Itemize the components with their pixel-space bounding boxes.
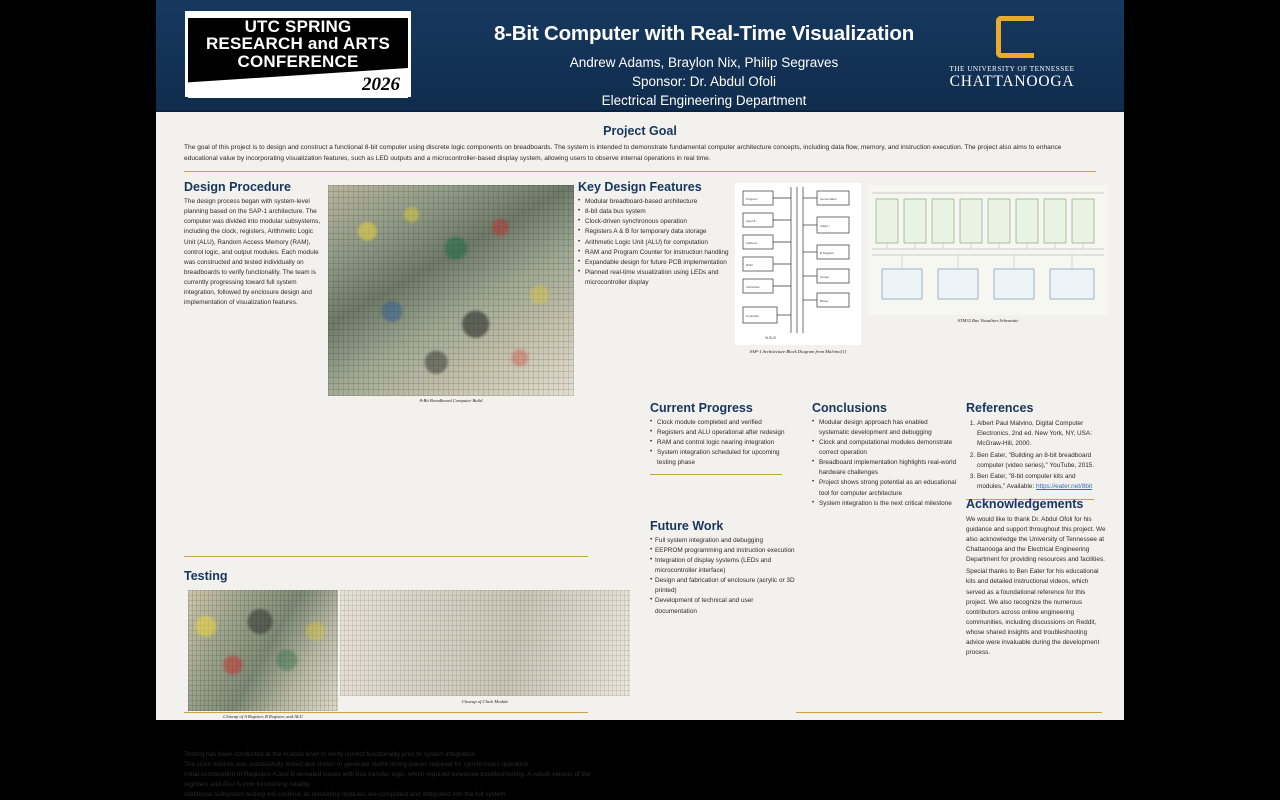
svg-text:RAM: RAM <box>746 263 753 268</box>
clock-photo-figure <box>340 590 630 704</box>
testing-section <box>184 570 624 800</box>
current-progress-list <box>650 418 796 469</box>
testing-line: Testing has been conducted at the module level to verify correct functionality prior to system integration. <box>184 750 478 758</box>
list-item: • Modular design approach has enabled systematic development and debugging <box>812 418 957 438</box>
university-name: CHATTANOOGA <box>949 73 1075 90</box>
list-item: • EEPROM programming and instruction execution <box>650 546 796 556</box>
reference-text: Ben Eater, "8-bit computer kits and modules," Available: <box>977 473 1076 491</box>
svg-text:Output: Output <box>820 275 830 280</box>
future-work-title: Future Work <box>650 519 724 533</box>
university-logo <box>922 16 1102 91</box>
poster-body <box>156 124 1124 799</box>
testing-line: The clock module was successfully tested and shown to generate stable timing pulses required for synchronous operation. <box>184 760 530 768</box>
future-work-section <box>650 520 796 617</box>
project-goal-title: Project Goal <box>603 124 677 138</box>
authors: Andrew Adams, Braylon Nix, Philip Segraves <box>569 55 839 70</box>
sap1-block-diagram <box>735 183 861 345</box>
list-item: • 8-bit data bus system <box>578 207 730 217</box>
reference-item: 2. Ben Eater, "Building an 8-bit breadboard computer (video series)," YouTube, 2015. <box>977 451 1104 471</box>
design-procedure-text: The design process began with system-level planning based on the SAP-1 architecture. The computer was divided into modular subsystems, including the clock, registers, Arithmetic Logic Unit (ALU), Random Access Memory (RAM), control logic, and output modules. Each module was constructed and tested individually on breadboards to verify functionality. The team is currently progressing toward full system integration, followed by enclosure design and implementation of visualization features. <box>184 198 321 307</box>
schematic-svg <box>868 185 1108 315</box>
svg-text:W BUS: W BUS <box>765 336 777 341</box>
list-item: • Arithmetic Logic Unit (ALU) for computation <box>578 238 730 248</box>
testing-line: Initial construction of Registers A and B revealed issues with bus transfer logic, which required extensive troubleshooting. A rebuilt version of the registers and ALU is now functioning reliably. <box>184 770 591 789</box>
references-title: References <box>966 401 1034 415</box>
list-item: • Clock module completed and verified <box>650 418 796 428</box>
current-progress-section <box>650 402 796 475</box>
testing-title: Testing <box>184 569 228 583</box>
registers-photo <box>188 590 338 711</box>
list-item: • Integration of display systems (LEDs and microcontroller interface) <box>650 556 796 576</box>
svg-text:Input &: Input & <box>746 219 756 224</box>
svg-text:Address: Address <box>746 241 758 246</box>
acknowledgements-paragraph: We would like to thank Dr. Abdul Ofoli for his guidance and support throughout this project. We also acknowledge the University of Tennessee at Chattanooga and the Electrical Engineering Department for providing resources and facilities. <box>966 515 1106 564</box>
registers-photo-caption: Closeup of A Register, B Register, and ALU <box>223 713 303 719</box>
list-item: • Full system integration and debugging <box>650 536 796 546</box>
list-item: • System integration is the next critical milestone <box>812 499 957 509</box>
svg-text:Adder /: Adder / <box>820 224 830 229</box>
divider <box>650 474 782 475</box>
acknowledgements-paragraph: Special thanks to Ben Eater for his educational kits and detailed instructional videos, which served as a foundational reference for this project. We also recognize the numerous contributors across online engineering communities, including discussions on Reddit, whose shared insights and troubleshooting advice were invaluable during the development process. <box>966 568 1100 657</box>
conference-logo-line3: CONFERENCE <box>237 51 359 71</box>
reference-item <box>977 472 1104 492</box>
poster-header <box>156 0 1124 112</box>
design-procedure-title: Design Procedure <box>184 180 291 195</box>
conclusions-section <box>812 402 957 509</box>
build-photo-caption: 8-Bit Breadboard Computer Build <box>419 398 483 404</box>
schematic-caption: STM32 Bus Visualizer Schematic <box>957 318 1019 324</box>
list-item: • Registers and ALU operational after redesign <box>650 428 796 438</box>
svg-text:Program: Program <box>746 197 758 202</box>
clock-photo <box>340 590 630 696</box>
svg-text:Binary: Binary <box>820 299 829 304</box>
sponsor: Sponsor: Dr. Abdul Ofoli <box>631 74 777 90</box>
divider <box>184 556 588 557</box>
project-goal-text: The goal of this project is to design and construct a functional 8-bit computer using discrete logic components on breadboards. The system is intended to demonstrate fundamental computer architecture concepts, including data flow, memory, and instruction execution. The project also aims to enhance educational value by incorporating visualization features, such as LED outputs and a microcontroller-based display system, allowing users to observe internal operations in real time. <box>184 144 1062 162</box>
testing-text <box>184 750 614 800</box>
list-item: • Development of technical and user documentation <box>650 596 796 616</box>
build-photo-figure <box>328 185 574 403</box>
list-item: • Clock and computational modules demonstrate correct operation <box>812 438 957 458</box>
page-title: 8-Bit Computer with Real-Time Visualization <box>493 22 915 45</box>
references-section <box>966 402 1104 500</box>
acknowledgements-section <box>966 498 1106 660</box>
block-diagram-figure <box>735 183 861 354</box>
conference-poster <box>156 0 1124 799</box>
conference-logo <box>185 11 411 97</box>
divider <box>184 171 1096 172</box>
clock-photo-caption: Closeup of Clock Module <box>461 698 509 704</box>
key-design-features-title: Key Design Features <box>578 180 702 195</box>
testing-line: Additional subsystem testing will continue as remaining modules are completed and integrated into the full system. <box>184 791 508 799</box>
key-design-features-list <box>578 197 730 288</box>
svg-text:Accumulator: Accumulator <box>820 197 837 202</box>
conference-logo-line2: RESEARCH and ARTS <box>205 34 391 54</box>
reference-link[interactable]: https://eater.net/8bit <box>1036 483 1093 491</box>
list-item: • Breadboard implementation highlights real-world hardware challenges <box>812 458 957 478</box>
conclusions-title: Conclusions <box>812 401 888 415</box>
registers-photo-figure <box>188 590 338 719</box>
conference-logo-line1: UTC SPRING <box>244 17 352 36</box>
list-item: • Clock-driven synchronous operation <box>578 217 730 227</box>
poster-title-block <box>424 22 984 110</box>
key-design-features-section <box>578 181 730 288</box>
list-item: • RAM and Program Counter for instruction handling <box>578 248 730 258</box>
stm32-bus-visualizer-schematic <box>868 185 1108 315</box>
conclusions-list <box>812 418 957 509</box>
sap1-block-diagram-svg <box>735 183 861 345</box>
list-item: • Modular breadboard-based architecture <box>578 197 730 207</box>
university-subtitle: THE UNIVERSITY OF TENNESSEE <box>949 65 1075 73</box>
current-progress-title: Current Progress <box>650 401 753 415</box>
block-diagram-caption: SAP-1 Architecture Block Diagram from Malvino[1] <box>749 349 847 355</box>
svg-text:Instruction: Instruction <box>746 285 760 290</box>
list-item: • Planned real-time visualization using LEDs and microcontroller display <box>578 268 730 288</box>
divider <box>796 712 1102 713</box>
acknowledgements-title: Acknowledgements <box>966 497 1084 511</box>
schematic-figure <box>868 185 1108 323</box>
svg-text:Controller: Controller <box>746 314 760 319</box>
list-item: • Registers A & B for temporary data storage <box>578 227 730 237</box>
list-item: • Expandable design for future PCB implementation <box>578 258 730 268</box>
list-item: • Design and fabrication of enclosure (acrylic or 3D printed) <box>650 576 796 596</box>
department: Electrical Engineering Department <box>601 93 807 109</box>
future-work-list <box>650 536 796 617</box>
reference-item: 1. Albert Paul Malvino, Digital Computer Electronics, 2nd ed. New York, NY, USA: McGraw-Hill, 2000. <box>977 419 1104 449</box>
divider <box>184 712 588 713</box>
list-item: • Project shows strong potential as an educational tool for computer architecture <box>812 478 957 498</box>
list-item: • RAM and control logic nearing integration <box>650 438 796 448</box>
build-photo <box>328 185 574 396</box>
design-procedure-section <box>184 181 324 308</box>
utc-power-c-icon <box>996 16 1029 58</box>
project-goal-section <box>168 124 1112 172</box>
references-list <box>966 419 1104 493</box>
svg-text:B Register: B Register <box>820 251 835 256</box>
list-item: • System integration scheduled for upcoming testing phase <box>650 448 796 468</box>
conference-logo-year: 2026 <box>362 74 400 95</box>
